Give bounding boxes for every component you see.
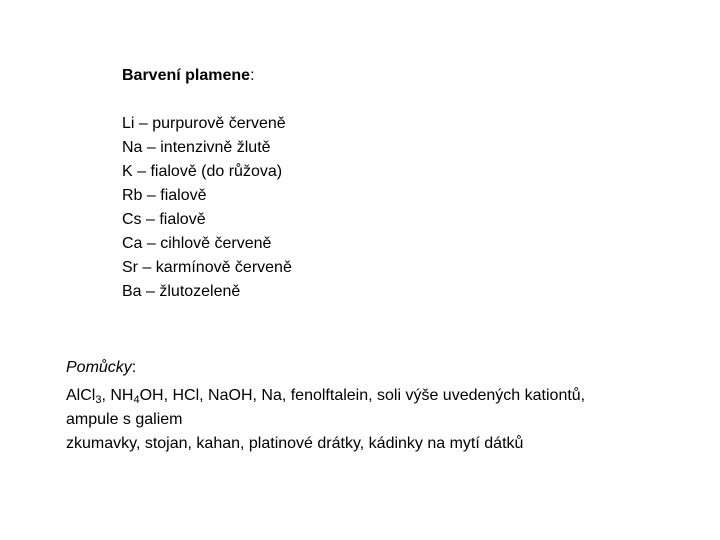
flame-item-li: Li – purpurově červeně [122, 115, 286, 132]
tools-heading-colon: : [131, 359, 137, 376]
flame-coloring-list [122, 112, 292, 304]
chem-rest: OH, HCl, NaOH, Na, fenolftalein, soli výše uvedených kationtů, [139, 387, 586, 404]
flame-item-cs: Cs – fialově [122, 211, 206, 228]
chem-alcl-subscript: 3 [95, 394, 102, 406]
chem-nh: , NH [101, 387, 134, 404]
chem-nh-subscript: 4 [133, 394, 140, 406]
flame-item-ca: Ca – cihlově červeně [122, 235, 272, 252]
tools-section [66, 356, 585, 456]
flame-item-rb: Rb – fialově [122, 187, 207, 204]
flame-coloring-heading-colon: : [250, 67, 255, 84]
flame-coloring-section [122, 64, 292, 304]
flame-coloring-heading [122, 64, 292, 88]
tools-heading [66, 356, 585, 380]
flame-item-ba: Ba – žlutozeleně [122, 283, 241, 300]
tools-ampule-line: ampule s galiem [66, 411, 183, 428]
tools-chemicals-line [66, 384, 585, 408]
tools-heading-text: Pomůcky [66, 359, 132, 376]
flame-item-sr: Sr – karmínově červeně [122, 259, 292, 276]
chem-alcl: AlCl [66, 387, 96, 404]
tools-equipment-line: zkumavky, stojan, kahan, platinové drátky, kádinky na mytí dátků [66, 435, 524, 452]
flame-item-na: Na – intenzivně žlutě [122, 139, 271, 156]
flame-item-k: K – fialově (do růžova) [122, 163, 283, 180]
flame-coloring-heading-text: Barvení plamene [122, 67, 251, 84]
